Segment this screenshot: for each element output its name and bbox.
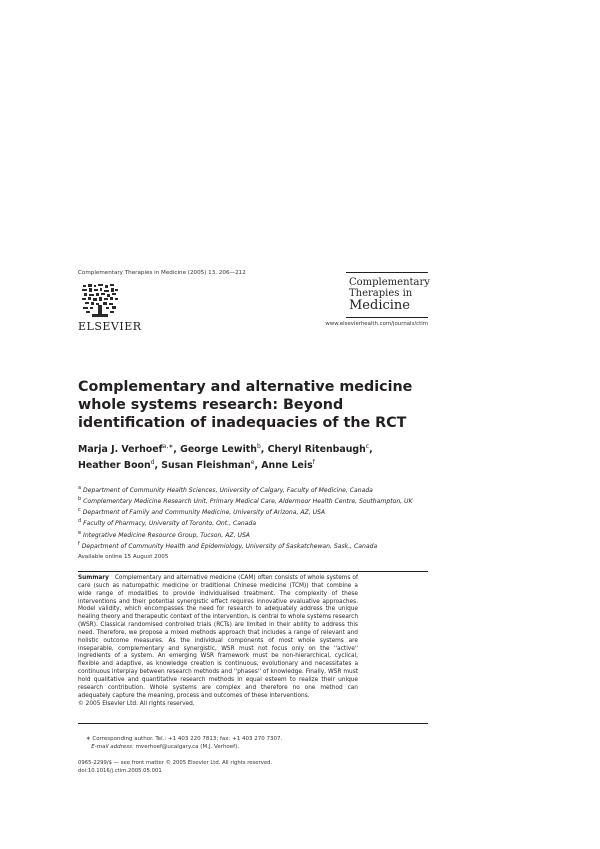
email-link[interactable]: mverhoef@ucalgary.ca (M.J. Verhoef). — [135, 744, 240, 750]
author-sep: , — [254, 460, 262, 472]
author[interactable]: Heather Boon — [78, 460, 151, 472]
available-online-date: Available online 15 August 2005 — [78, 554, 169, 560]
author-sep: , — [260, 444, 268, 456]
author-sup[interactable]: f — [312, 459, 315, 467]
journal-name-line3: Medicine — [349, 298, 410, 313]
author[interactable]: George Lewith — [180, 444, 257, 456]
affiliation-sup: e — [78, 529, 82, 536]
article-title: Complementary and alternative medicine whole systems research: Beyond identification of inadequacies of the RCT — [78, 379, 413, 431]
abstract-rule-top — [78, 571, 428, 572]
footnote-email — [86, 743, 406, 751]
tree-logo-icon — [80, 283, 120, 319]
affiliation — [78, 484, 438, 495]
corresponding-author-footnote — [86, 735, 406, 751]
author-sep: , — [369, 444, 373, 456]
journal-name-line1: Complementary — [349, 277, 430, 288]
author[interactable]: Anne Leis — [261, 460, 313, 472]
author-sup[interactable]: e — [250, 459, 255, 467]
author-sup[interactable]: b — [256, 443, 261, 450]
affiliation-sup: b — [78, 496, 82, 503]
affiliation-text: Integrative Medicine Resource Group, Tucson, AZ, USA — [83, 531, 250, 539]
affiliation-list — [78, 484, 438, 551]
affiliation-sup: d — [78, 518, 82, 525]
affiliation-sup: f — [78, 540, 80, 547]
affiliation-text: Complementary Medicine Research Unit, Primary Medical Care, Aldermoor Health Centre, Southampton, UK — [83, 498, 413, 506]
summary-label: Summary — [78, 575, 109, 581]
affiliation-text: Faculty of Pharmacy, University of Toronto, Ont., Canada — [83, 520, 257, 528]
author-list — [78, 440, 438, 472]
author-sep: , — [154, 460, 162, 472]
affiliation-sup: a — [78, 485, 82, 491]
affiliation-text: Department of Community Health and Epidemiology, University of Saskatchewan, Sask., Canada — [81, 542, 378, 550]
publisher-wordmark: ELSEVIER — [78, 320, 142, 333]
footnote-contact: ∗ Corresponding author. Tel.: +1 403 220 7813; fax: +1 403 270 7307. — [86, 736, 283, 742]
issn-line: 0965-2299/$ — see front matter © 2005 Elsevier Ltd. All rights reserved. — [78, 760, 273, 766]
affiliation-text: Department of Community Health Sciences, University of Calgary, Faculty of Medicine, Canada — [83, 487, 373, 495]
elsevier-tree-logo — [80, 283, 120, 319]
journal-rule-bottom — [346, 317, 428, 318]
author-sup[interactable]: c — [365, 443, 370, 450]
author[interactable]: Susan Fleishman — [161, 460, 251, 472]
affiliation-text: Department of Family and Community Medicine, University of Arizona, AZ, USA — [82, 509, 326, 517]
copyright: © 2005 Elsevier Ltd. All rights reserved. — [78, 700, 195, 707]
doi-link[interactable]: doi:10.1016/j.ctim.2005.05.001 — [78, 767, 162, 774]
summary-text: Complementary and alternative medicine (CAM) often consists of whole systems of care (such as naturopathic medicine or traditional Chinese medicine (TCM)) that combine a wide range of modalities to provide individualised treatment. The complexity of these interventions and their potential synergistic effect requires innovative evaluative approaches. Model validity, which encompasses the need for research to adequately address the unique healing theory and therapeutic context of the intervention, is central to whole systems research (WSR). Classical randomised controlled trials (RCTs) are limited in their ability to address this need. Therefore, we propose a mixed methods approach that includes a range of relevant and holistic outcome measures. As the individual components of most whole systems are inseparable, complementary and synergistic, WSR must not focus only on the ''active'' ingredients of a system. An emerging WSR framework must be non-hierarchical, cyclical, flexible and adaptive, as knowledge creation is continuous, evolutionary and necessitates a continuous interplay between research methods and ''phases'' of knowledge. Finally, WSR must hold qualitative and quantitative research methods in equal esteem to realize their unique research contribution. Whole systems are complex and therefore no one method can adequately capture the meaning, process and outcomes of these interventions. — [78, 575, 358, 699]
author[interactable]: Marja J. Verhoef — [78, 444, 163, 456]
affiliation — [78, 506, 438, 517]
email-label: E-mail address: — [91, 744, 134, 750]
author-sep: , — [173, 444, 181, 456]
author[interactable]: Cheryl Ritenbaugh — [267, 444, 366, 456]
affiliation-sup: c — [78, 507, 81, 514]
author-sup[interactable]: d — [150, 459, 155, 467]
affiliation — [78, 540, 438, 551]
affiliation — [78, 517, 438, 528]
abstract-rule-bottom — [78, 723, 428, 724]
affiliation — [78, 495, 438, 506]
journal-citation: Complementary Therapies in Medicine (2005) 13, 206—212 — [78, 270, 246, 276]
affiliation — [78, 529, 438, 540]
journal-url-link[interactable]: www.elsevierhealth.com/journals/ctim — [325, 321, 428, 327]
journal-name-line2: Therapies in — [349, 288, 413, 299]
issn-block — [78, 760, 398, 775]
author-sup[interactable]: a,∗ — [162, 443, 174, 450]
journal-rule-top — [346, 272, 428, 273]
abstract-summary — [78, 575, 358, 708]
